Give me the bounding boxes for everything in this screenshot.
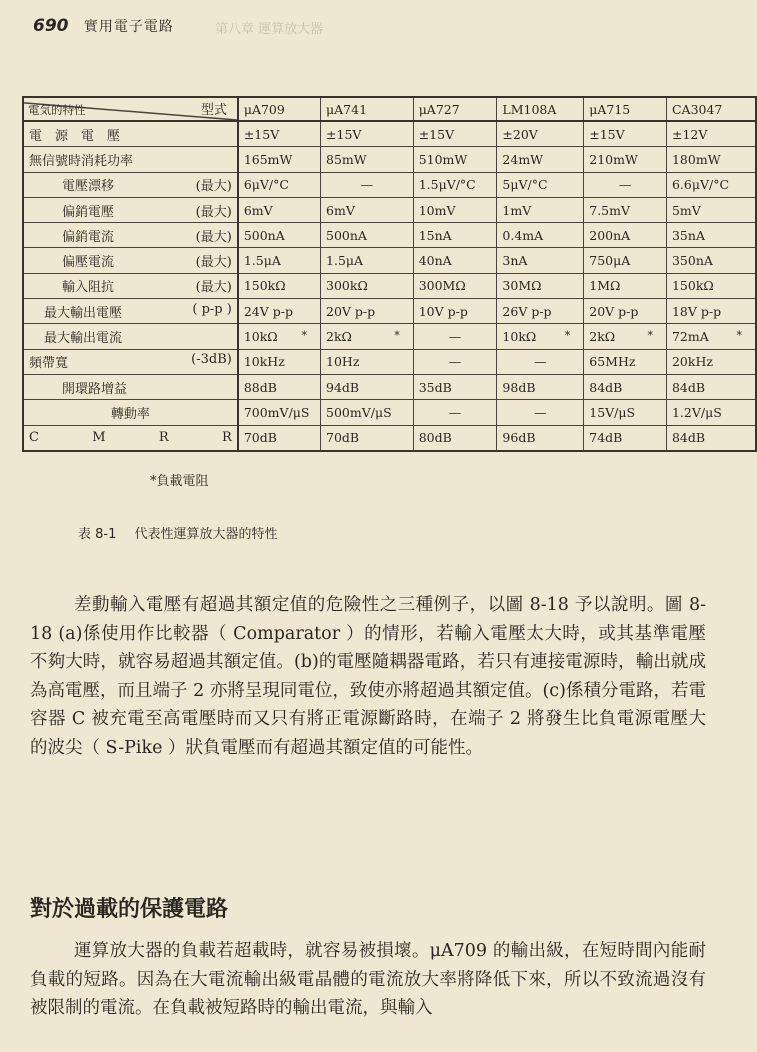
cell-value: 5μV/°C xyxy=(502,177,548,193)
value-cell xyxy=(238,223,321,248)
value-cell xyxy=(238,400,321,425)
cell-value: 20kHz xyxy=(671,354,713,370)
value-cell xyxy=(321,400,414,425)
footnote-marker: * xyxy=(301,329,308,343)
cell-value: 0.4mA xyxy=(502,227,544,243)
table-caption xyxy=(78,523,278,542)
row-label-cell xyxy=(23,400,238,425)
row-qualifier: (最大) xyxy=(195,229,232,245)
value-cell xyxy=(321,273,414,298)
table-row xyxy=(23,349,756,374)
cell-value: — xyxy=(534,354,547,370)
row-label: 偏壓電流 xyxy=(62,255,115,271)
cell-value: 500nA xyxy=(243,227,285,243)
row-label-cell xyxy=(23,248,238,273)
cell-value: 10kHz xyxy=(243,354,285,370)
cell-value: 1.5μA xyxy=(243,253,281,269)
value-cell xyxy=(666,248,756,273)
value-cell xyxy=(497,299,584,324)
value-cell xyxy=(413,273,497,298)
cell-value: 510mW xyxy=(418,151,468,167)
table-row xyxy=(23,374,756,399)
cell-value: 94dB xyxy=(326,379,360,395)
row-label: 開環路增益 xyxy=(62,381,128,397)
value-cell xyxy=(413,147,497,172)
table-row xyxy=(23,248,756,273)
row-label: 無信號時消耗功率 xyxy=(29,153,134,169)
cell-value: 96dB xyxy=(502,430,536,446)
value-cell xyxy=(584,299,667,324)
value-cell xyxy=(238,147,321,172)
value-cell xyxy=(413,324,497,349)
cell-value: 6mV xyxy=(326,202,355,218)
table-row xyxy=(23,223,756,248)
model-header: μA741 xyxy=(321,97,414,121)
cell-value: 210mW xyxy=(589,151,638,167)
cell-value: 200nA xyxy=(589,227,631,243)
row-label: 頻帶寬 xyxy=(29,356,69,372)
value-cell xyxy=(238,121,321,147)
section-title: 對於過載的保護電路 xyxy=(30,897,229,922)
value-cell xyxy=(497,425,584,451)
row-label-cell xyxy=(23,223,238,248)
cell-value: 7.5mV xyxy=(589,202,631,218)
value-cell xyxy=(413,400,497,425)
cell-value: 350nA xyxy=(671,253,713,269)
row-label: 電 源 電 壓 xyxy=(29,128,121,144)
value-cell xyxy=(321,147,414,172)
table-row xyxy=(23,273,756,298)
value-cell xyxy=(413,197,497,222)
table-row xyxy=(23,425,756,451)
value-cell xyxy=(413,299,497,324)
cell-value: 6μV/°C xyxy=(243,177,289,193)
page-number: 690 xyxy=(33,16,69,36)
cell-value: 300MΩ xyxy=(418,278,466,294)
cell-value: — xyxy=(448,354,462,370)
value-cell xyxy=(584,172,667,197)
value-cell xyxy=(666,197,756,222)
value-cell xyxy=(584,400,667,425)
row-label-cell xyxy=(23,374,238,399)
bleed-through-text: 第八章 運算放大器 xyxy=(215,22,324,37)
row-label: 轉動率 xyxy=(110,406,150,422)
value-cell xyxy=(497,121,584,147)
cell-value: 700mV/μS xyxy=(243,404,310,420)
cell-value: ±15V xyxy=(418,126,455,142)
value-cell xyxy=(497,273,584,298)
cell-value: 15nA xyxy=(418,227,452,243)
value-cell xyxy=(584,121,667,147)
cell-value: 74dB xyxy=(589,430,623,446)
row-label xyxy=(29,430,232,445)
cell-value: — xyxy=(534,404,547,420)
cell-value: 6.6μV/°C xyxy=(671,177,730,193)
cmrr-letter: M xyxy=(92,430,106,446)
row-label-cell xyxy=(23,172,238,197)
cell-value: 10kΩ xyxy=(243,329,278,345)
cell-value: 10V p-p xyxy=(418,303,468,319)
row-label: 最大輸出電流 xyxy=(44,331,123,347)
row-label-cell xyxy=(23,197,238,222)
cell-value: 24V p-p xyxy=(243,303,293,319)
value-cell xyxy=(321,324,414,349)
cmrr-letter: C xyxy=(29,430,39,446)
row-label-cell xyxy=(23,147,238,172)
value-cell xyxy=(238,299,321,324)
row-qualifier: (-3dB) xyxy=(191,352,232,368)
value-cell xyxy=(238,324,321,349)
cell-value: 70dB xyxy=(243,430,277,446)
cell-value: ±15V xyxy=(589,126,625,142)
value-cell xyxy=(238,248,321,273)
value-cell xyxy=(321,223,414,248)
table-row xyxy=(23,400,756,425)
row-label-cell xyxy=(23,273,238,298)
row-qualifier: (最大) xyxy=(195,204,232,220)
cell-value: 35nA xyxy=(671,227,705,243)
cell-value: 6mV xyxy=(243,202,273,218)
cell-value: 5mV xyxy=(671,202,701,218)
cell-value: ±15V xyxy=(243,126,280,142)
cell-value: 1.5μA xyxy=(326,253,364,269)
value-cell xyxy=(321,172,414,197)
cmrr-letter: R xyxy=(158,430,169,446)
value-cell xyxy=(497,223,584,248)
value-cell xyxy=(584,324,667,349)
body-paragraph-2: 運算放大器的負載若超載時，就容易被損壞。μA709 的輸出級，在短時間內能耐負載的短路。因為在大電流輸出級電晶體的電流放大率將降低下來，所以不致流過沒有被限制的電流。在負載被短路時的輸出電流，與輸入 xyxy=(30,941,706,1018)
cell-value: 65MHz xyxy=(589,354,636,370)
cell-value: 1.2V/μS xyxy=(671,404,722,420)
caption-text: 代表性運算放大器的特性 xyxy=(134,527,278,542)
value-cell xyxy=(238,172,321,197)
value-cell xyxy=(238,374,321,399)
cell-value: 84dB xyxy=(671,430,706,446)
cell-value: 165mW xyxy=(243,151,293,167)
cell-value: 500mV/μS xyxy=(326,404,392,420)
table-corner-cell xyxy=(23,97,238,121)
value-cell xyxy=(666,400,756,425)
model-header: LM108A xyxy=(497,97,584,121)
cell-value: 80dB xyxy=(418,430,452,446)
cell-value: 72mA xyxy=(671,329,709,345)
value-cell xyxy=(666,425,756,451)
op-amp-spec-table xyxy=(22,96,757,452)
cell-value: 10kΩ xyxy=(502,329,537,345)
cell-value: 750μA xyxy=(589,253,631,269)
cell-value: 88dB xyxy=(243,379,277,395)
value-cell xyxy=(666,299,756,324)
value-cell xyxy=(413,374,497,399)
value-cell xyxy=(497,248,584,273)
cell-value: 70dB xyxy=(326,430,360,446)
cell-value: 15V/μS xyxy=(589,404,636,420)
value-cell xyxy=(238,197,321,222)
row-label: 偏銷電壓 xyxy=(62,204,115,220)
body-paragraph-1: 差動輸入電壓有超過其額定值的危險性之三種例子，以圖 8-18 予以說明。圖 8-18 (a)係使用作比較器（ Comparator ）的情形，若輸入電壓太大時，或其基準電壓不夠大時，就容易超過其額定值。(b)的電壓隨耦器電路，若只有連接電源時，輸出就成為高電壓，而且端子 2 亦將呈現同電位，致使亦將超過其額定值。(c)係積分電路，若電容器 C 被充電至高電壓時而又只有將正電源斷路時，在端子 2 將發生比負電源電壓大的波尖（ S-Pike ）狀負電壓而有超過其額定值的可能性。 xyxy=(30,595,706,758)
table-row xyxy=(23,172,756,197)
value-cell xyxy=(666,374,756,399)
cmrr-letter: R xyxy=(222,430,232,446)
table-row xyxy=(23,121,756,147)
cell-value: — xyxy=(360,177,374,193)
table-row xyxy=(23,197,756,222)
value-cell xyxy=(584,374,667,399)
footnote-marker: * xyxy=(394,329,400,343)
value-cell xyxy=(413,223,497,248)
cell-value: 1MΩ xyxy=(589,278,621,294)
value-cell xyxy=(666,172,756,197)
cell-value: 84dB xyxy=(671,379,706,395)
cell-value: 84dB xyxy=(589,379,623,395)
value-cell xyxy=(321,248,414,273)
value-cell xyxy=(666,223,756,248)
cell-value: 180mW xyxy=(671,151,721,167)
value-cell xyxy=(497,147,584,172)
value-cell xyxy=(584,425,667,451)
table-header-row xyxy=(23,97,756,121)
table-row xyxy=(23,299,756,324)
row-label-cell xyxy=(23,121,238,147)
value-cell xyxy=(666,121,756,147)
model-header: μA709 xyxy=(238,97,321,121)
value-cell xyxy=(497,349,584,374)
value-cell xyxy=(413,121,497,147)
value-cell xyxy=(497,172,584,197)
book-title: 實用電子電路 xyxy=(83,19,174,35)
cell-value: 26V p-p xyxy=(502,303,552,319)
value-cell xyxy=(584,197,667,222)
value-cell xyxy=(238,425,321,451)
model-header: CA3047 xyxy=(666,97,756,121)
cell-value: 150kΩ xyxy=(243,278,286,294)
cell-value: ±15V xyxy=(326,126,362,142)
row-label-cell xyxy=(23,425,238,451)
row-label: 最大輸出電壓 xyxy=(44,305,123,321)
cell-value: 20V p-p xyxy=(326,303,376,319)
cell-value: 18V p-p xyxy=(671,303,722,319)
footnote-marker: * xyxy=(647,329,653,343)
table-footnote: *負載電阻 xyxy=(150,474,209,489)
value-cell xyxy=(238,273,321,298)
value-cell xyxy=(497,324,584,349)
value-cell xyxy=(497,374,584,399)
cell-value: 10mV xyxy=(418,202,456,218)
value-cell xyxy=(238,349,321,374)
row-label: 偏銷電流 xyxy=(62,229,115,245)
value-cell xyxy=(497,400,584,425)
value-cell xyxy=(584,147,667,172)
value-cell xyxy=(321,425,414,451)
cell-value: 2kΩ xyxy=(589,329,616,345)
value-cell xyxy=(584,248,667,273)
value-cell xyxy=(584,223,667,248)
value-cell xyxy=(666,349,756,374)
value-cell xyxy=(321,121,414,147)
cell-value: 30MΩ xyxy=(502,278,542,294)
cell-value: 150kΩ xyxy=(671,278,714,294)
cell-value: 24mW xyxy=(502,151,544,167)
row-qualifier: (最大) xyxy=(195,179,232,195)
value-cell xyxy=(321,374,414,399)
cell-value: 500nA xyxy=(326,227,367,243)
cell-value: 98dB xyxy=(502,379,536,395)
model-header: μA715 xyxy=(584,97,667,121)
footnote-marker: * xyxy=(564,329,571,343)
value-cell xyxy=(413,425,497,451)
cell-value: 35dB xyxy=(418,379,452,395)
cell-value: 1mV xyxy=(502,202,532,218)
cell-value: — xyxy=(448,329,462,345)
value-cell xyxy=(666,147,756,172)
cell-value: 40nA xyxy=(418,253,452,269)
row-label: 電壓漂移 xyxy=(62,179,115,195)
row-qualifier: ( p-p ) xyxy=(192,301,232,317)
cell-value: 1.5μV/°C xyxy=(418,177,476,193)
value-cell xyxy=(413,248,497,273)
row-label-cell xyxy=(23,299,238,324)
cell-value: 10Hz xyxy=(326,354,360,370)
value-cell xyxy=(321,299,414,324)
footnote-marker: * xyxy=(736,329,742,343)
page-header xyxy=(33,16,174,36)
value-cell xyxy=(321,197,414,222)
cell-value: 3nA xyxy=(502,253,528,269)
row-label-cell xyxy=(23,349,238,374)
cell-value: 2kΩ xyxy=(326,329,352,345)
cell-value: ±12V xyxy=(671,126,708,142)
row-qualifier: (最大) xyxy=(195,280,232,296)
value-cell xyxy=(666,324,756,349)
model-header: μA727 xyxy=(413,97,497,121)
row-label-cell xyxy=(23,324,238,349)
cell-value: ±20V xyxy=(502,126,538,142)
cell-value: — xyxy=(618,177,632,193)
value-cell xyxy=(321,349,414,374)
caption-number: 表 8-1 xyxy=(78,527,117,542)
cell-value: 85mW xyxy=(326,151,367,167)
value-cell xyxy=(584,349,667,374)
value-cell xyxy=(584,273,667,298)
table-row xyxy=(23,147,756,172)
row-qualifier: (最大) xyxy=(195,255,232,271)
value-cell xyxy=(413,349,497,374)
row-header-label: 電気的特性 xyxy=(28,103,86,117)
table-row xyxy=(23,324,756,349)
row-label: 輸入阻抗 xyxy=(62,280,115,296)
value-cell xyxy=(666,273,756,298)
value-cell xyxy=(497,197,584,222)
cell-value: 300kΩ xyxy=(326,278,368,294)
column-header-label: 型式 xyxy=(200,103,227,118)
cell-value: — xyxy=(448,404,462,420)
value-cell xyxy=(413,172,497,197)
cell-value: 20V p-p xyxy=(589,303,639,319)
